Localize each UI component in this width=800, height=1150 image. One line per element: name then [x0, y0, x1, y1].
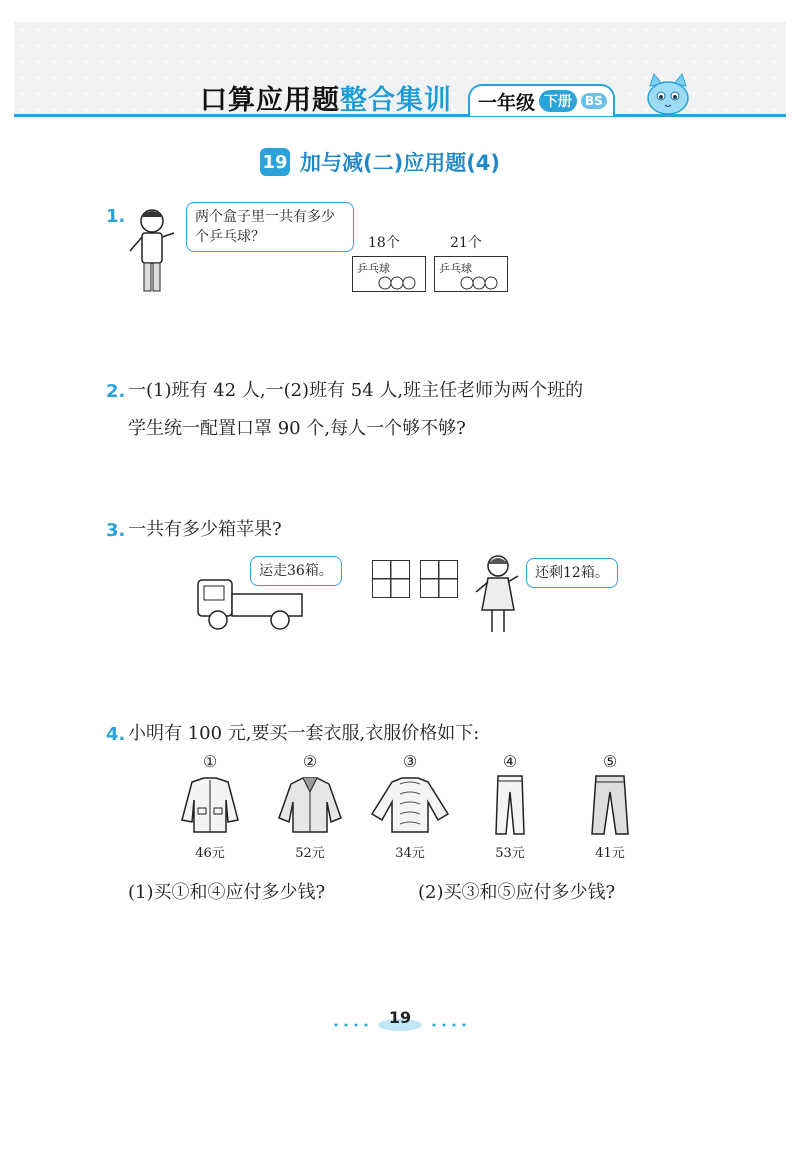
balls-icon — [377, 275, 421, 291]
lesson-title — [260, 147, 500, 177]
box-2-count: 21个 — [450, 235, 482, 251]
box-1-count: 18个 — [368, 235, 400, 251]
apple-crate-1 — [372, 560, 410, 598]
jacket-icon — [178, 774, 242, 836]
lesson-number: 19 — [260, 148, 290, 176]
pingpong-box-1 — [352, 256, 426, 292]
volume-pill: 下册 — [539, 90, 577, 112]
item-4-price: 53元 — [495, 846, 525, 861]
clothing-item-5 — [570, 752, 650, 861]
book-title-plain: 口算应用题 — [200, 85, 340, 116]
question-4-text: 小明有 100 元,要买一套衣服,衣服价格如下: — [128, 723, 480, 744]
question-3-right-bubble: 还剩12箱。 — [526, 558, 618, 588]
item-2-price: 52元 — [295, 846, 325, 861]
sweater-icon — [370, 774, 450, 836]
book-title — [200, 78, 452, 117]
jeans-icon — [490, 774, 530, 836]
question-2-number: 2. — [106, 381, 126, 402]
item-5-price: 41元 — [595, 846, 625, 861]
edition-pill: BS — [581, 93, 607, 109]
item-1-price: 46元 — [195, 846, 225, 861]
question-4-sub-1: (1)买①和④应付多少钱? — [128, 882, 326, 903]
question-1-speech-bubble: 两个盒子里一共有多少个乒乓球？ — [186, 202, 354, 252]
apple-crate-2 — [420, 560, 458, 598]
trousers-icon — [588, 774, 632, 836]
girl-figure-icon — [474, 552, 524, 636]
coat-icon — [275, 774, 345, 836]
balls-icon — [459, 275, 503, 291]
item-2-mark: ② — [302, 752, 318, 771]
clothing-item-4 — [470, 752, 550, 861]
box-2-label: 乒乓球 — [439, 262, 472, 275]
question-4-sub-2: (2)买③和⑤应付多少钱? — [418, 882, 616, 903]
item-4-mark: ④ — [502, 752, 518, 771]
question-3-number: 3. — [106, 520, 126, 541]
question-4-number: 4. — [106, 724, 126, 745]
page-number: 19 — [388, 1008, 412, 1027]
lesson-title-text: 加与减(二)应用题(4) — [300, 151, 501, 175]
grade-badge — [468, 84, 615, 116]
item-3-mark: ③ — [402, 752, 418, 771]
question-3-left-bubble: 运走36箱。 — [250, 556, 342, 586]
question-2-line-1: 一(1)班有 42 人,一(2)班有 54 人,班主任老师为两个班的 — [128, 380, 584, 401]
item-1-mark: ① — [202, 752, 218, 771]
question-3-text: 一共有多少箱苹果? — [128, 519, 282, 540]
pingpong-box-2 — [434, 256, 508, 292]
item-3-price: 34元 — [395, 846, 425, 861]
question-1-number: 1. — [106, 206, 126, 227]
question-2-line-2: 学生统一配置口罩 90 个,每人一个够不够? — [128, 418, 466, 439]
clothes-row — [170, 752, 650, 861]
book-title-highlight: 整合集训 — [340, 85, 452, 116]
item-5-mark: ⑤ — [602, 752, 618, 771]
boy-figure-icon — [124, 205, 180, 297]
grade-label: 一年级 — [478, 91, 536, 114]
clothing-item-3 — [370, 752, 450, 861]
clothing-item-1 — [170, 752, 250, 861]
cat-mascot-icon — [640, 72, 696, 120]
clothing-item-2 — [270, 752, 350, 861]
box-1-label: 乒乓球 — [357, 262, 390, 275]
